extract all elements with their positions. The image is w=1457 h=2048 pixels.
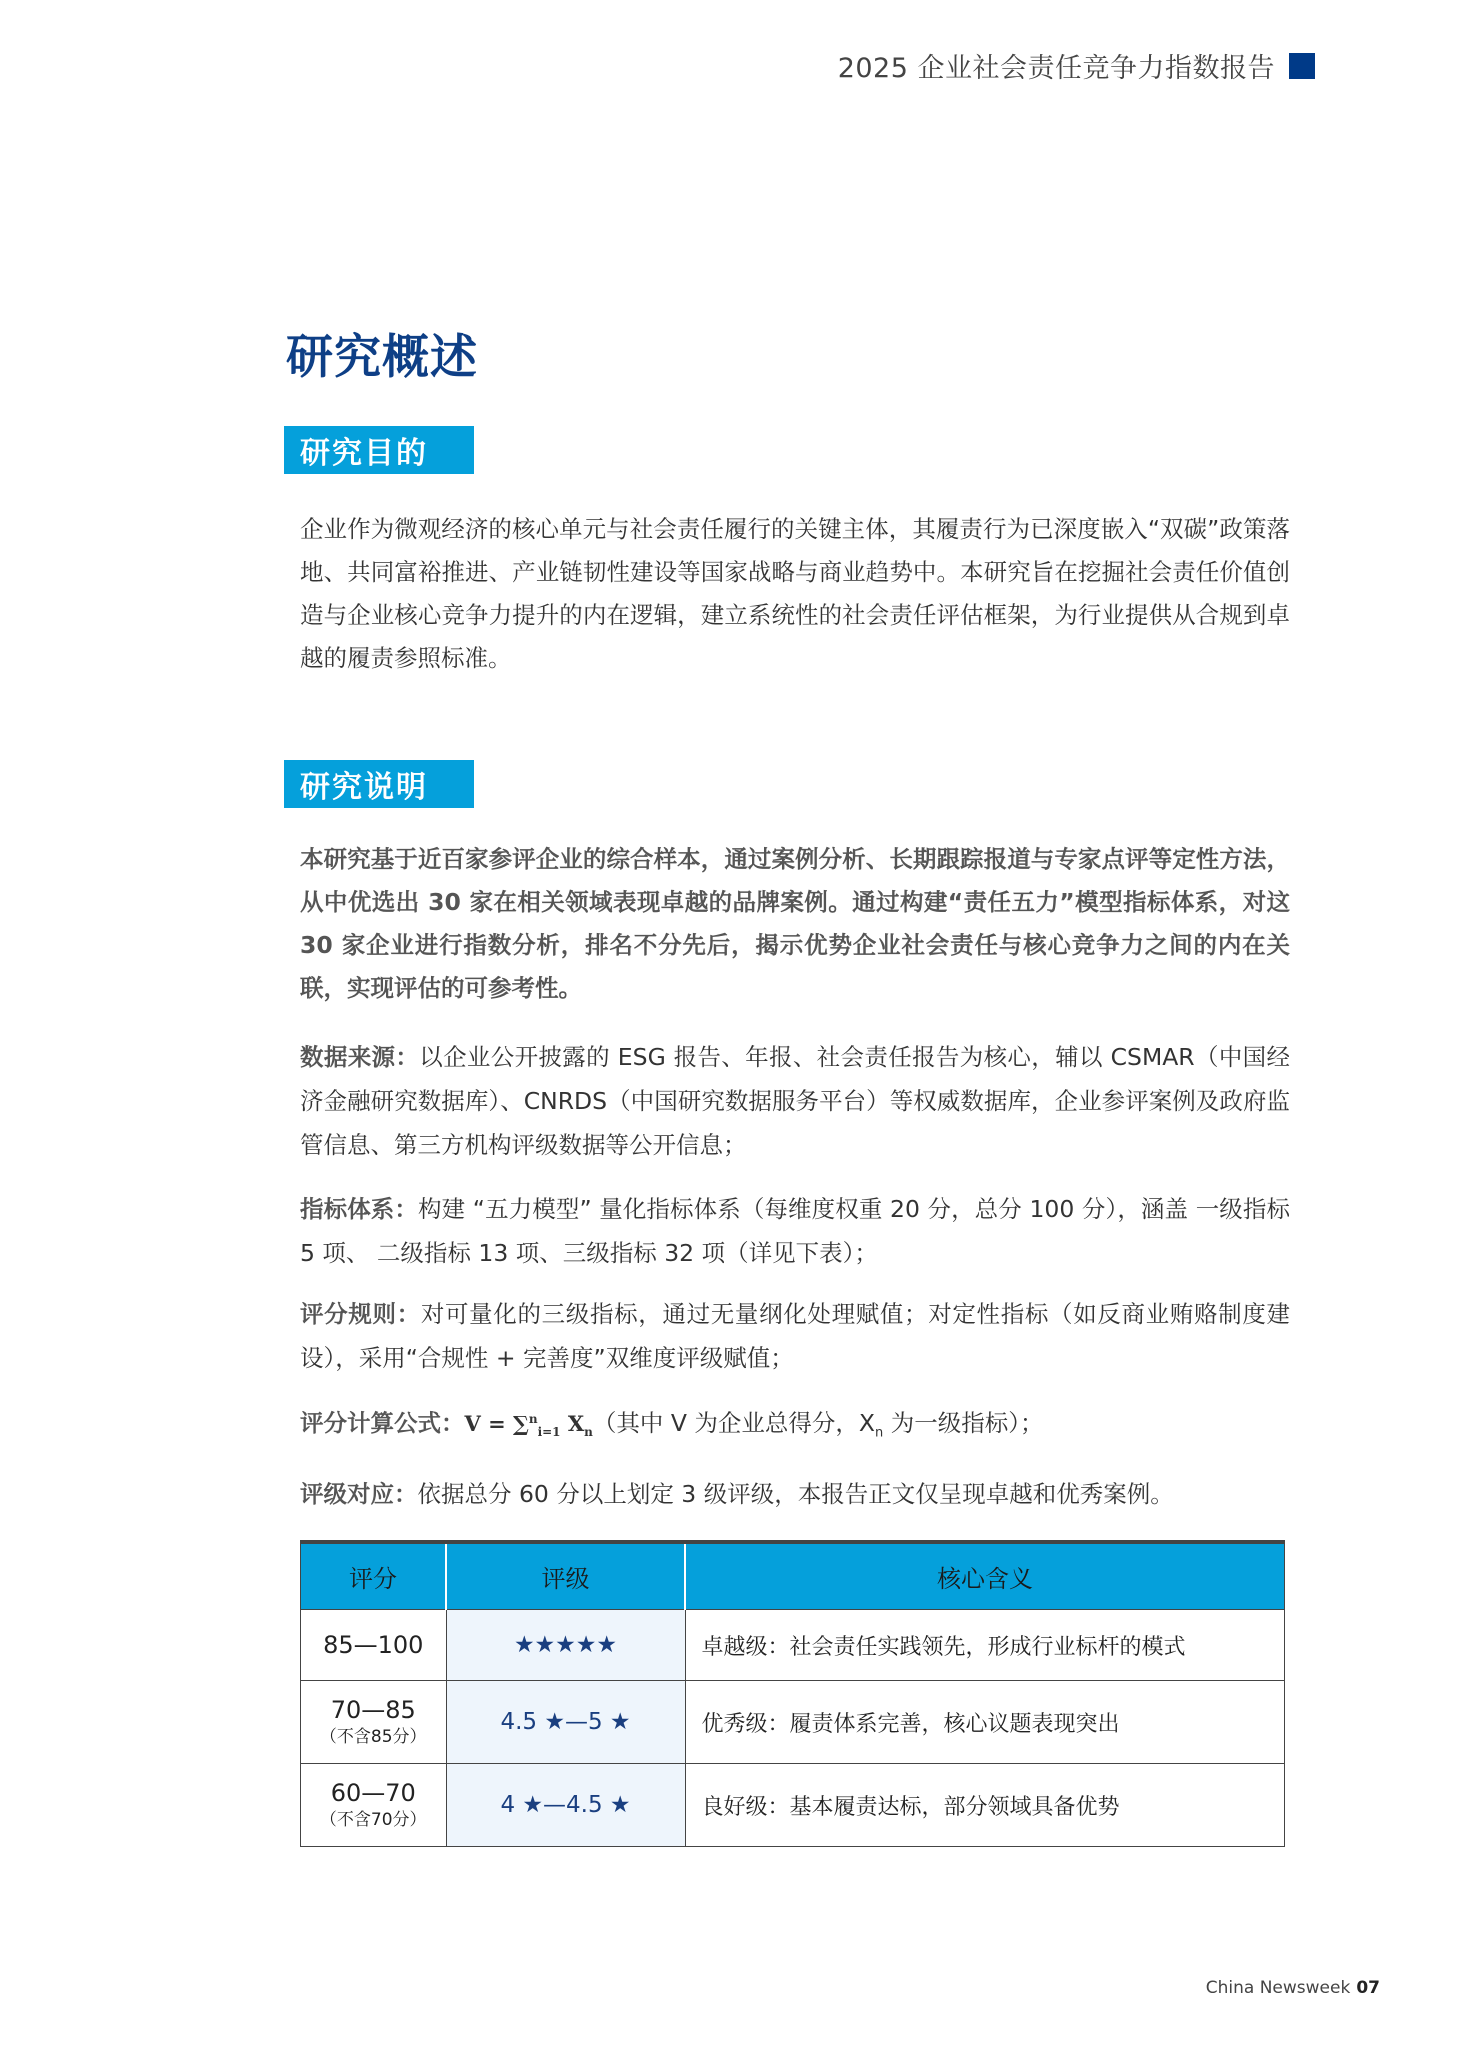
scoring-rule-item [300, 1292, 1290, 1380]
table-row [301, 1610, 1285, 1681]
score-cell [301, 1610, 447, 1681]
index-system-text: 构建 “五力模型” 量化指标体系（每维度权重 20 分，总分 100 分），涵盖 一级指标 5 项、 二级指标 13 项、三级指标 32 项（详见下表）； [300, 1195, 1290, 1267]
score-formula [464, 1411, 593, 1440]
index-system-label: 指标体系： [300, 1195, 419, 1223]
formula-label: 评分计算公式： [300, 1409, 465, 1437]
score-range: 60—70 [330, 1779, 416, 1807]
score-cell [301, 1764, 447, 1847]
publication-name: China Newsweek [1205, 1978, 1351, 1998]
rating-level-label: 评级对应： [300, 1480, 418, 1508]
score-cell [301, 1681, 447, 1764]
table-row [301, 1764, 1285, 1847]
rating-table [300, 1540, 1285, 1847]
formula-lhs: V = ∑ [464, 1411, 529, 1436]
section-tag-notes: 研究说明 [284, 760, 474, 808]
score-note: （不含85分） [319, 1727, 427, 1747]
data-source-item [300, 1035, 1290, 1167]
table-row [301, 1681, 1285, 1764]
formula-var-sub: n [584, 1425, 593, 1440]
scoring-rule-label: 评分规则： [300, 1300, 421, 1328]
notes-intro-paragraph: 本研究基于近百家参评企业的综合样本，通过案例分析、长期跟踪报道与专家点评等定性方法，从中优选出 30 家在相关领域表现卓越的品牌案例。通过构建“责任五力”模型指标体系，对这 30 家企业进行指数分析，排名不分先后，揭示优势企业社会责任与核心竞争力之间的内在关联，实现评估的可参考性。 [300, 845, 1290, 1002]
rating-cell: 4 ★—4.5 ★ [446, 1764, 685, 1847]
data-source-label: 数据来源： [300, 1043, 420, 1071]
purpose-paragraph: 企业作为微观经济的核心单元与社会责任履行的关键主体，其履责行为已深度嵌入“双碳”政策落地、共同富裕推进、产业链韧性建设等国家战略与商业趋势中。本研究旨在挖掘社会责任价值创造与企业核心竞争力提升的内在逻辑，建立系统性的社会责任评估框架，为行业提供从合规到卓越的履责参照标准。 [300, 515, 1290, 672]
data-source-text: 以企业公开披露的 ESG 报告、年报、社会责任报告为核心，辅以 CSMAR（中国经济金融研究数据库）、CNRDS（中国研究数据服务平台）等权威数据库，企业参评案例及政府监管信息、第三方机构评级数据等公开信息； [300, 1043, 1291, 1159]
running-title: 2025 企业社会责任竞争力指数报告 [837, 53, 1275, 84]
header-square-icon [1289, 53, 1315, 79]
header-rating: 评级 [446, 1542, 685, 1610]
rating-level-text: 依据总分 60 分以上划定 3 级评级，本报告正文仅呈现卓越和优秀案例。 [417, 1480, 1174, 1508]
rating-cell: 4.5 ★—5 ★ [446, 1681, 685, 1764]
rating-level-item [300, 1472, 1290, 1516]
formula-sup: n [528, 1412, 538, 1426]
rating-cell: ★★★★★ [446, 1610, 685, 1681]
page-footer [1206, 1978, 1380, 1998]
page-number: 07 [1356, 1978, 1380, 1998]
scoring-rule-text: 对可量化的三级指标，通过无量纲化处理赋值；对定性指标（如反商业贿赂制度建设），采用“合规性 + 完善度”双维度评级赋值； [300, 1300, 1290, 1372]
header-score: 评分 [301, 1542, 447, 1610]
formula-text-after: 为一级指标）； [883, 1409, 1044, 1437]
formula-item [300, 1397, 1290, 1456]
section-tag-purpose: 研究目的 [284, 426, 474, 474]
formula-text-before: （其中 V 为企业总得分，X [592, 1409, 875, 1437]
score-range: 70—85 [330, 1696, 416, 1724]
score-note: （不含70分） [319, 1810, 427, 1830]
formula-var: X [560, 1411, 585, 1436]
running-header [838, 46, 1315, 85]
table-header-row [301, 1542, 1285, 1610]
score-range: 85—100 [323, 1631, 424, 1659]
header-meaning: 核心含义 [685, 1542, 1285, 1610]
formula-sub: i=1 [537, 1425, 561, 1440]
meaning-cell: 优秀级：履责体系完善，核心议题表现突出 [685, 1681, 1285, 1764]
meaning-cell: 卓越级：社会责任实践领先，形成行业标杆的模式 [685, 1610, 1285, 1681]
formula-text-sub: n [875, 1425, 884, 1441]
page-title: 研究概述 [286, 330, 478, 385]
meaning-cell: 良好级：基本履责达标，部分领域具备优势 [685, 1764, 1285, 1847]
index-system-item [300, 1187, 1290, 1275]
